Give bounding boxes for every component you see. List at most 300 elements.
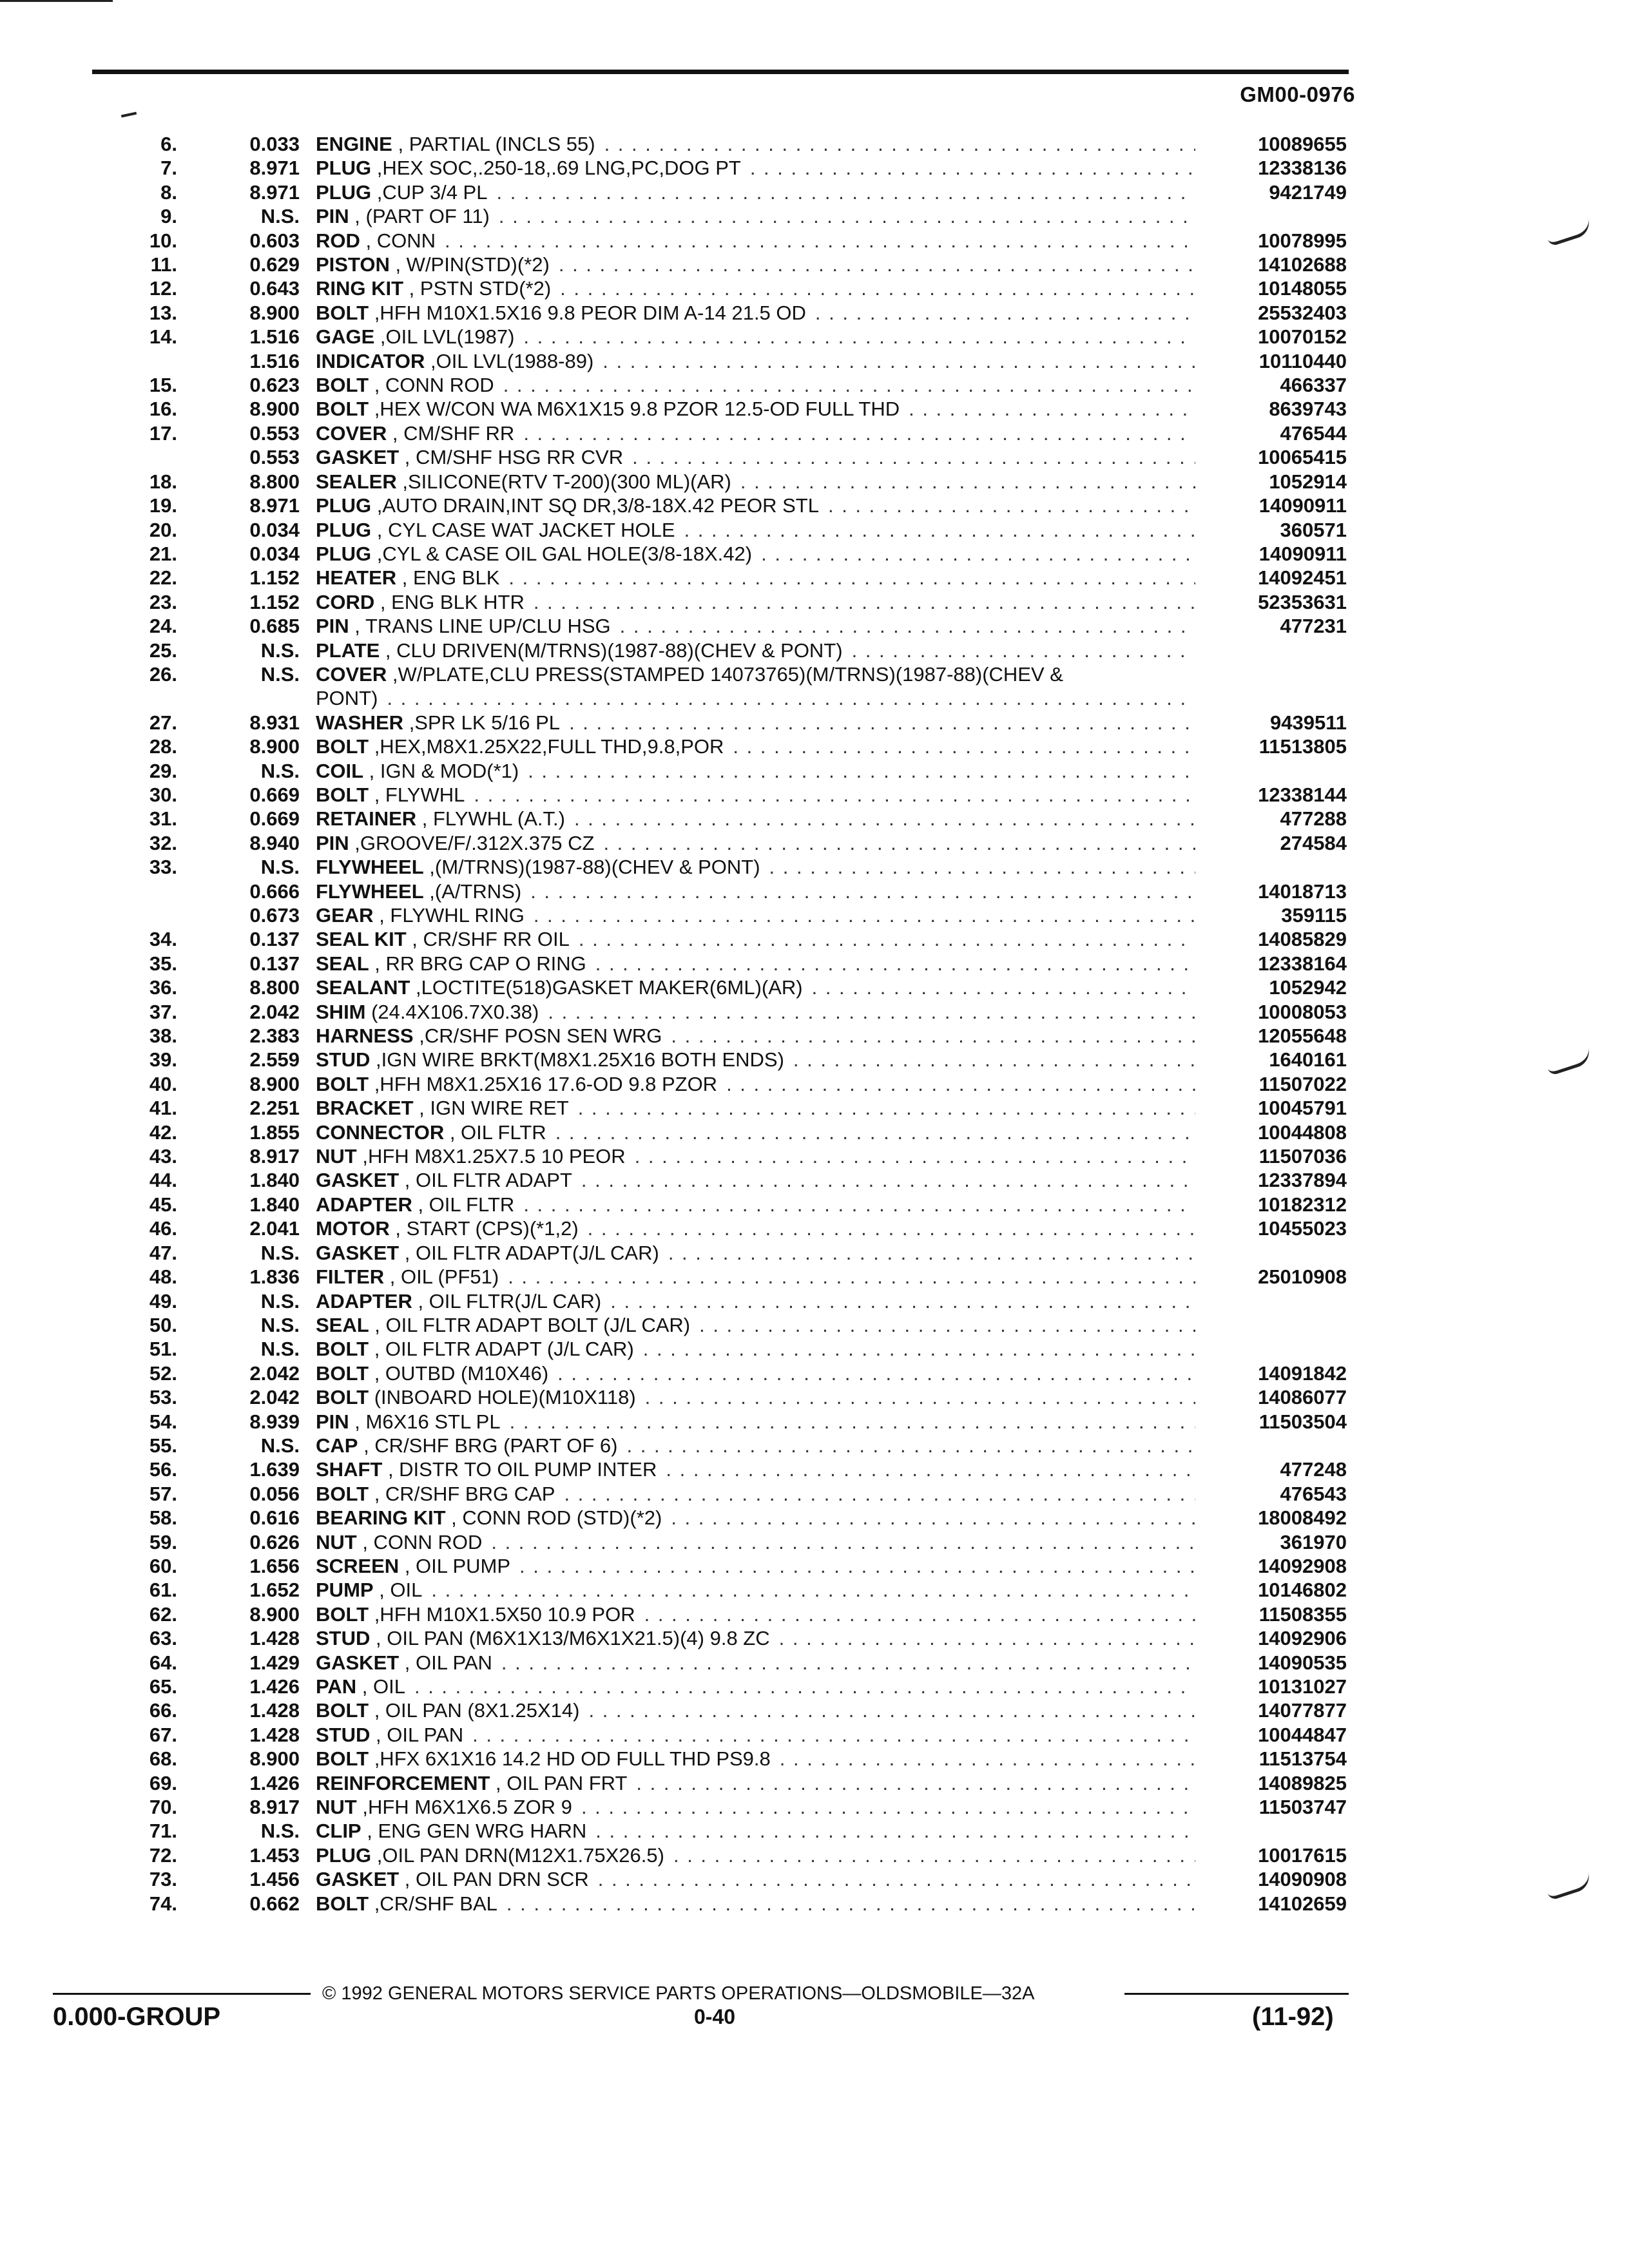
part-description bbox=[300, 1795, 1195, 1819]
part-description bbox=[300, 518, 1195, 542]
part-name: PISTON bbox=[316, 253, 390, 276]
group-number: N.S. bbox=[260, 1313, 300, 1336]
top-rule bbox=[92, 70, 1349, 74]
part-detail: , CYL CASE WAT JACKET HOLE bbox=[371, 518, 675, 541]
item-number: 70. bbox=[149, 1796, 177, 1819]
group-number: 0.033 bbox=[249, 133, 300, 155]
dot-leader bbox=[445, 229, 1195, 253]
table-row bbox=[110, 1698, 1347, 1722]
part-description bbox=[300, 1024, 1195, 1048]
group-number: 1.426 bbox=[249, 1675, 300, 1698]
part-name: FILTER bbox=[316, 1265, 385, 1289]
dot-leader bbox=[595, 952, 1195, 975]
part-name: ROD bbox=[316, 229, 360, 252]
part-detail: , CONN ROD bbox=[356, 1530, 483, 1553]
part-number bbox=[1195, 759, 1347, 783]
part-name: BOLT bbox=[316, 1338, 369, 1361]
group-number: 1.456 bbox=[249, 1868, 300, 1891]
item-number bbox=[110, 349, 177, 373]
part-detail: , OIL bbox=[373, 1579, 423, 1602]
part-name: SCREEN bbox=[316, 1554, 400, 1577]
table-row bbox=[110, 1313, 1347, 1337]
part-number: 14085829 bbox=[1258, 928, 1347, 951]
part-description bbox=[300, 1337, 1195, 1361]
item-number: 6. bbox=[160, 133, 177, 155]
part-detail: , (PART OF 11) bbox=[349, 205, 490, 228]
part-number: 12338144 bbox=[1258, 783, 1347, 806]
table-row bbox=[110, 783, 1347, 807]
part-name: SHAFT bbox=[316, 1458, 383, 1481]
dot-leader bbox=[852, 639, 1195, 662]
part-number: 12337894 bbox=[1258, 1169, 1347, 1192]
part-detail: , CR/SHF BRG CAP bbox=[369, 1482, 555, 1505]
dot-leader bbox=[578, 1096, 1195, 1120]
item-number: 44. bbox=[149, 1169, 177, 1192]
parts-table bbox=[110, 132, 1347, 1916]
part-name: CLIP bbox=[316, 1820, 361, 1843]
part-number: 11513754 bbox=[1258, 1747, 1347, 1771]
part-number: 14092906 bbox=[1258, 1627, 1347, 1650]
item-number: 55. bbox=[149, 1434, 177, 1457]
item-number: 49. bbox=[149, 1289, 177, 1312]
part-number: 361970 bbox=[1280, 1530, 1347, 1553]
table-row bbox=[110, 1048, 1347, 1072]
part-description bbox=[300, 1241, 1195, 1265]
table-row bbox=[110, 1168, 1347, 1192]
part-name: FLYWHEEL bbox=[316, 856, 424, 879]
part-name: PIN bbox=[316, 1410, 349, 1433]
part-name: PLUG bbox=[316, 1843, 372, 1867]
part-description bbox=[300, 1867, 1195, 1891]
group-number: 8.940 bbox=[249, 831, 300, 854]
part-name: PAN bbox=[316, 1675, 357, 1698]
item-number: 43. bbox=[149, 1145, 177, 1168]
dot-leader bbox=[673, 1843, 1195, 1867]
table-row bbox=[110, 180, 1347, 204]
group-number: 0.662 bbox=[249, 1892, 300, 1915]
item-number: 53. bbox=[149, 1386, 177, 1409]
part-detail: , CR/SHF RR OIL bbox=[406, 928, 570, 951]
part-description bbox=[300, 952, 1195, 975]
item-number: 28. bbox=[149, 735, 177, 758]
group-number: N.S. bbox=[260, 1241, 300, 1264]
part-number: 360571 bbox=[1280, 518, 1347, 541]
group-number: 1.516 bbox=[249, 349, 300, 372]
item-number: 24. bbox=[149, 615, 177, 638]
group-number: 1.428 bbox=[249, 1723, 300, 1746]
part-number: 359115 bbox=[1281, 904, 1347, 927]
part-description bbox=[300, 1216, 1195, 1240]
group-number: 8.900 bbox=[249, 1602, 300, 1626]
part-detail: , CM/SHF HSG RR CVR bbox=[399, 446, 624, 469]
part-description bbox=[300, 1457, 1195, 1481]
item-number: 64. bbox=[149, 1651, 177, 1674]
item-number: 7. bbox=[160, 157, 177, 180]
part-number: 10089655 bbox=[1258, 133, 1347, 155]
part-detail: ,HFX 6X1X16 14.2 HD OD FULL THD PS9.8 bbox=[369, 1747, 771, 1771]
item-number: 72. bbox=[149, 1843, 177, 1867]
item-number: 60. bbox=[149, 1554, 177, 1577]
part-name: BOLT bbox=[316, 783, 369, 806]
part-detail: , IGN WIRE RET bbox=[413, 1097, 569, 1120]
part-detail: ,OIL LVL(1988-89) bbox=[425, 349, 594, 372]
table-row bbox=[110, 711, 1347, 735]
item-number: 19. bbox=[149, 494, 177, 517]
part-description bbox=[300, 1651, 1195, 1675]
table-row bbox=[110, 1506, 1347, 1530]
part-description bbox=[300, 711, 1195, 735]
group-number: 8.900 bbox=[249, 735, 300, 758]
part-number bbox=[1195, 1313, 1347, 1337]
part-number: 8639743 bbox=[1269, 398, 1347, 421]
dot-leader bbox=[643, 1337, 1195, 1361]
group-number: N.S. bbox=[260, 1434, 300, 1457]
table-row bbox=[110, 952, 1347, 975]
part-name: HEATER bbox=[316, 566, 397, 590]
table-row bbox=[110, 1892, 1347, 1916]
part-description bbox=[300, 1747, 1195, 1771]
part-description bbox=[300, 276, 1195, 300]
part-name: NUT bbox=[316, 1530, 357, 1553]
part-number: 1052914 bbox=[1269, 470, 1347, 493]
part-detail: , CR/SHF BRG (PART OF 6) bbox=[358, 1434, 618, 1457]
part-name: STUD bbox=[316, 1723, 371, 1746]
group-number: 0.643 bbox=[249, 277, 300, 300]
dot-leader bbox=[780, 1747, 1195, 1771]
part-detail: ,HEX,M8X1.25X22,FULL THD,9.8,POR bbox=[369, 735, 724, 758]
part-name: CONNECTOR bbox=[316, 1120, 445, 1144]
dot-leader bbox=[555, 1120, 1195, 1144]
table-row bbox=[110, 325, 1347, 349]
dot-leader bbox=[510, 1410, 1195, 1434]
group-number: 1.428 bbox=[249, 1699, 300, 1722]
dot-leader bbox=[581, 1168, 1195, 1192]
part-description bbox=[300, 1554, 1195, 1578]
item-number: 36. bbox=[149, 976, 177, 999]
part-detail: , PSTN STD(*2) bbox=[403, 277, 552, 300]
dot-leader bbox=[726, 1072, 1195, 1096]
group-number: 1.152 bbox=[249, 566, 300, 590]
table-row bbox=[110, 421, 1347, 445]
group-number: 2.559 bbox=[249, 1048, 300, 1072]
dot-leader bbox=[472, 1723, 1195, 1747]
part-description bbox=[300, 373, 1195, 397]
table-row bbox=[110, 470, 1347, 494]
part-description bbox=[300, 566, 1195, 590]
table-row bbox=[110, 975, 1347, 999]
part-number: 476544 bbox=[1280, 421, 1347, 445]
part-detail: , ENG BLK HTR bbox=[374, 590, 525, 613]
parts-table-body bbox=[110, 132, 1347, 1916]
part-detail: , FLYWHL (A.T.) bbox=[416, 807, 565, 831]
table-row bbox=[110, 1457, 1347, 1481]
part-name: COVER bbox=[316, 421, 387, 445]
table-row bbox=[110, 494, 1347, 517]
group-number: 0.685 bbox=[249, 615, 300, 638]
part-name: PLUG bbox=[316, 542, 372, 565]
table-row bbox=[110, 1530, 1347, 1554]
dot-leader bbox=[588, 1698, 1195, 1722]
part-name: STUD bbox=[316, 1627, 371, 1650]
part-description bbox=[300, 1000, 1195, 1024]
part-detail: , OIL PAN (8X1.25X14) bbox=[369, 1699, 580, 1722]
part-detail: ,HFH M8X1.25X16 17.6-OD 9.8 PZOR bbox=[369, 1072, 718, 1095]
table-row bbox=[110, 1434, 1347, 1457]
part-description bbox=[300, 494, 1195, 517]
part-detail: , CLU DRIVEN(M/TRNS)(1987-88)(CHEV & PONT) bbox=[380, 639, 843, 662]
item-number: 8. bbox=[160, 180, 177, 204]
group-number: N.S. bbox=[260, 1820, 300, 1843]
item-number: 27. bbox=[149, 711, 177, 734]
part-description bbox=[300, 975, 1195, 999]
part-description bbox=[300, 1072, 1195, 1096]
part-detail: ,GROOVE/F/.312X.375 CZ bbox=[349, 831, 595, 854]
part-detail: , OUTBD (M10X46) bbox=[369, 1361, 549, 1385]
footer-rule-right bbox=[1124, 1993, 1349, 1995]
part-number: 10017615 bbox=[1258, 1843, 1347, 1867]
part-detail: ,HEX SOC,.250-18,.69 LNG,PC,DOG PT bbox=[371, 157, 741, 180]
part-description bbox=[300, 1723, 1195, 1747]
item-number: 54. bbox=[149, 1410, 177, 1433]
dot-leader bbox=[644, 1602, 1195, 1626]
document-id: GM00-0976 bbox=[1240, 82, 1355, 106]
group-number: 1.516 bbox=[249, 325, 300, 349]
table-row bbox=[110, 1241, 1347, 1265]
part-description bbox=[300, 1578, 1195, 1602]
dot-leader bbox=[636, 1771, 1195, 1795]
dot-leader bbox=[769, 855, 1195, 879]
table-row bbox=[110, 301, 1347, 325]
part-detail: , OIL FLTR ADAPT (J/L CAR) bbox=[369, 1338, 634, 1361]
group-number: 0.669 bbox=[249, 807, 300, 831]
part-name: COVER bbox=[316, 662, 387, 686]
part-detail: , OIL PAN (M6X1X13/M6X1X21.5)(4) 9.8 ZC bbox=[370, 1627, 770, 1650]
part-description bbox=[300, 1626, 1195, 1650]
table-row bbox=[110, 614, 1347, 638]
part-description bbox=[300, 301, 1195, 325]
part-description bbox=[300, 421, 1195, 445]
part-name: BOLT bbox=[316, 1361, 369, 1385]
item-number: 17. bbox=[149, 421, 177, 445]
dot-leader bbox=[534, 903, 1195, 927]
dot-leader bbox=[579, 927, 1195, 951]
table-row bbox=[110, 1361, 1347, 1385]
dot-leader bbox=[588, 1216, 1195, 1240]
part-number: 14092908 bbox=[1258, 1554, 1347, 1577]
table-row bbox=[110, 1385, 1347, 1409]
table-row bbox=[110, 566, 1347, 590]
dot-leader bbox=[684, 518, 1195, 542]
part-number: 10078995 bbox=[1258, 229, 1347, 252]
part-description bbox=[300, 229, 1195, 253]
part-number: 10146802 bbox=[1258, 1579, 1347, 1602]
part-detail: , PARTIAL (INCLS 55) bbox=[392, 133, 595, 155]
group-number: 1.652 bbox=[249, 1579, 300, 1602]
part-detail: ,HFH M10X1.5X50 10.9 POR bbox=[369, 1602, 635, 1626]
group-number: 0.629 bbox=[249, 253, 300, 276]
group-number: 8.800 bbox=[249, 470, 300, 493]
part-name: BOLT bbox=[316, 398, 369, 421]
part-number: 1052942 bbox=[1269, 976, 1347, 999]
part-detail: , IGN & MOD(*1) bbox=[363, 759, 519, 782]
table-row bbox=[110, 855, 1347, 879]
group-number: 1.840 bbox=[249, 1169, 300, 1192]
item-number: 32. bbox=[149, 831, 177, 854]
part-number: 14102659 bbox=[1258, 1892, 1347, 1915]
part-detail: ,CYL & CASE OIL GAL HOLE(3/8-18X.42) bbox=[371, 542, 753, 565]
part-detail: , OIL PAN FRT bbox=[490, 1771, 628, 1794]
part-number: 14091842 bbox=[1258, 1361, 1347, 1385]
part-description bbox=[300, 1843, 1195, 1867]
dot-leader bbox=[501, 1651, 1195, 1675]
table-row bbox=[110, 204, 1347, 228]
part-description bbox=[300, 132, 1195, 156]
table-row bbox=[110, 1651, 1347, 1675]
table-row bbox=[110, 1265, 1347, 1289]
item-number: 16. bbox=[149, 398, 177, 421]
part-name: INDICATOR bbox=[316, 349, 425, 372]
part-description bbox=[300, 1892, 1195, 1916]
part-number: 11503504 bbox=[1258, 1410, 1347, 1433]
group-number: N.S. bbox=[260, 639, 300, 662]
part-name: PIN bbox=[316, 831, 349, 854]
scan-mark bbox=[0, 0, 113, 2]
part-description bbox=[300, 879, 1195, 903]
table-row bbox=[110, 759, 1347, 783]
table-row bbox=[110, 1867, 1347, 1891]
part-description bbox=[300, 253, 1195, 276]
part-number: 14077877 bbox=[1258, 1699, 1347, 1722]
part-detail: , OIL PAN DRN SCR bbox=[399, 1868, 589, 1891]
part-number: 14086077 bbox=[1258, 1386, 1347, 1409]
part-name: FLYWHEEL bbox=[316, 879, 424, 903]
footer-page-number: 0-40 bbox=[694, 2005, 736, 2028]
group-number: 1.656 bbox=[249, 1554, 300, 1577]
item-number: 35. bbox=[149, 952, 177, 975]
item-number: 67. bbox=[149, 1723, 177, 1746]
part-number: 25010908 bbox=[1258, 1265, 1347, 1289]
item-number: 46. bbox=[149, 1217, 177, 1240]
part-description bbox=[300, 903, 1195, 927]
part-name: BOLT bbox=[316, 1386, 369, 1409]
table-row bbox=[110, 686, 1347, 710]
part-description bbox=[300, 349, 1195, 373]
part-number: 10070152 bbox=[1258, 325, 1347, 349]
part-name: COIL bbox=[316, 759, 364, 782]
table-row bbox=[110, 373, 1347, 397]
group-number: 0.673 bbox=[249, 904, 300, 927]
part-number: 14090535 bbox=[1258, 1651, 1347, 1674]
item-number bbox=[110, 903, 177, 927]
dot-leader bbox=[559, 253, 1195, 276]
part-number bbox=[1195, 1434, 1347, 1457]
part-name: PLUG bbox=[316, 157, 372, 180]
group-number: 8.900 bbox=[249, 1747, 300, 1771]
dot-leader bbox=[595, 1819, 1195, 1843]
dot-leader bbox=[750, 156, 1195, 180]
dot-leader bbox=[645, 1385, 1195, 1409]
part-number: 11507036 bbox=[1258, 1145, 1347, 1168]
dot-leader bbox=[503, 373, 1195, 397]
group-number: 8.971 bbox=[249, 494, 300, 517]
table-row bbox=[110, 1675, 1347, 1698]
part-description bbox=[300, 1675, 1195, 1698]
part-description bbox=[300, 204, 1195, 228]
part-name: RING KIT bbox=[316, 277, 404, 300]
table-row bbox=[110, 927, 1347, 951]
part-name: ADAPTER bbox=[316, 1289, 412, 1312]
item-number: 30. bbox=[149, 783, 177, 806]
part-number: 10045791 bbox=[1258, 1097, 1347, 1120]
table-row bbox=[110, 1771, 1347, 1795]
part-number: 9421749 bbox=[1269, 180, 1347, 204]
group-number: 8.900 bbox=[249, 398, 300, 421]
item-number: 29. bbox=[149, 759, 177, 782]
part-number: 477248 bbox=[1280, 1458, 1347, 1481]
part-number bbox=[1195, 1819, 1347, 1843]
part-detail: ,AUTO DRAIN,INT SQ DR,3/8-18X.42 PEOR STL bbox=[371, 494, 819, 517]
dot-leader bbox=[519, 1554, 1195, 1578]
part-description bbox=[300, 1698, 1195, 1722]
dot-leader bbox=[733, 735, 1195, 758]
part-detail: , OIL FLTR bbox=[444, 1120, 546, 1144]
dot-leader bbox=[499, 204, 1195, 228]
dot-leader bbox=[604, 132, 1195, 156]
item-number: 59. bbox=[149, 1530, 177, 1553]
table-row bbox=[110, 229, 1347, 253]
group-number: 1.840 bbox=[249, 1193, 300, 1216]
dot-leader bbox=[548, 1000, 1195, 1024]
part-name: BOLT bbox=[316, 1602, 369, 1626]
part-number: 14090911 bbox=[1258, 494, 1347, 517]
item-number: 62. bbox=[149, 1602, 177, 1626]
table-row bbox=[110, 1000, 1347, 1024]
margin-tick bbox=[1545, 1872, 1593, 1901]
item-number: 10. bbox=[149, 229, 177, 252]
group-number: N.S. bbox=[260, 662, 300, 686]
scan-mark bbox=[121, 112, 137, 118]
part-description bbox=[300, 614, 1195, 638]
part-description bbox=[300, 1482, 1195, 1506]
dot-leader bbox=[530, 879, 1195, 903]
part-name: SEAL KIT bbox=[316, 928, 407, 951]
item-number: 61. bbox=[149, 1579, 177, 1602]
group-number: 2.251 bbox=[249, 1097, 300, 1120]
part-detail: , OIL FLTR ADAPT(J/L CAR) bbox=[399, 1241, 659, 1264]
part-description bbox=[300, 1289, 1195, 1313]
part-number: 14102688 bbox=[1258, 253, 1347, 276]
group-number: 0.056 bbox=[249, 1482, 300, 1505]
part-number: 1640161 bbox=[1269, 1048, 1347, 1072]
part-number: 477288 bbox=[1280, 807, 1347, 831]
table-row bbox=[110, 662, 1347, 686]
part-number bbox=[1195, 662, 1347, 686]
group-number: 8.917 bbox=[249, 1796, 300, 1819]
group-number: 2.042 bbox=[249, 1000, 300, 1023]
part-description bbox=[300, 325, 1195, 349]
footer-copyright: © 1992 GENERAL MOTORS SERVICE PARTS OPERATIONS—OLDSMOBILE—32A bbox=[322, 1983, 1035, 2004]
footer-date-code: (11-92) bbox=[1252, 2003, 1334, 2031]
part-number: 12338136 bbox=[1258, 157, 1347, 180]
part-name: CORD bbox=[316, 590, 375, 613]
part-number: 25532403 bbox=[1258, 301, 1347, 324]
part-detail: , CONN ROD (STD)(*2) bbox=[445, 1506, 662, 1530]
dot-leader bbox=[598, 1867, 1195, 1891]
group-number: 8.900 bbox=[249, 301, 300, 324]
part-number bbox=[1195, 1241, 1347, 1265]
dot-leader bbox=[557, 1361, 1195, 1385]
table-row bbox=[110, 1337, 1347, 1361]
